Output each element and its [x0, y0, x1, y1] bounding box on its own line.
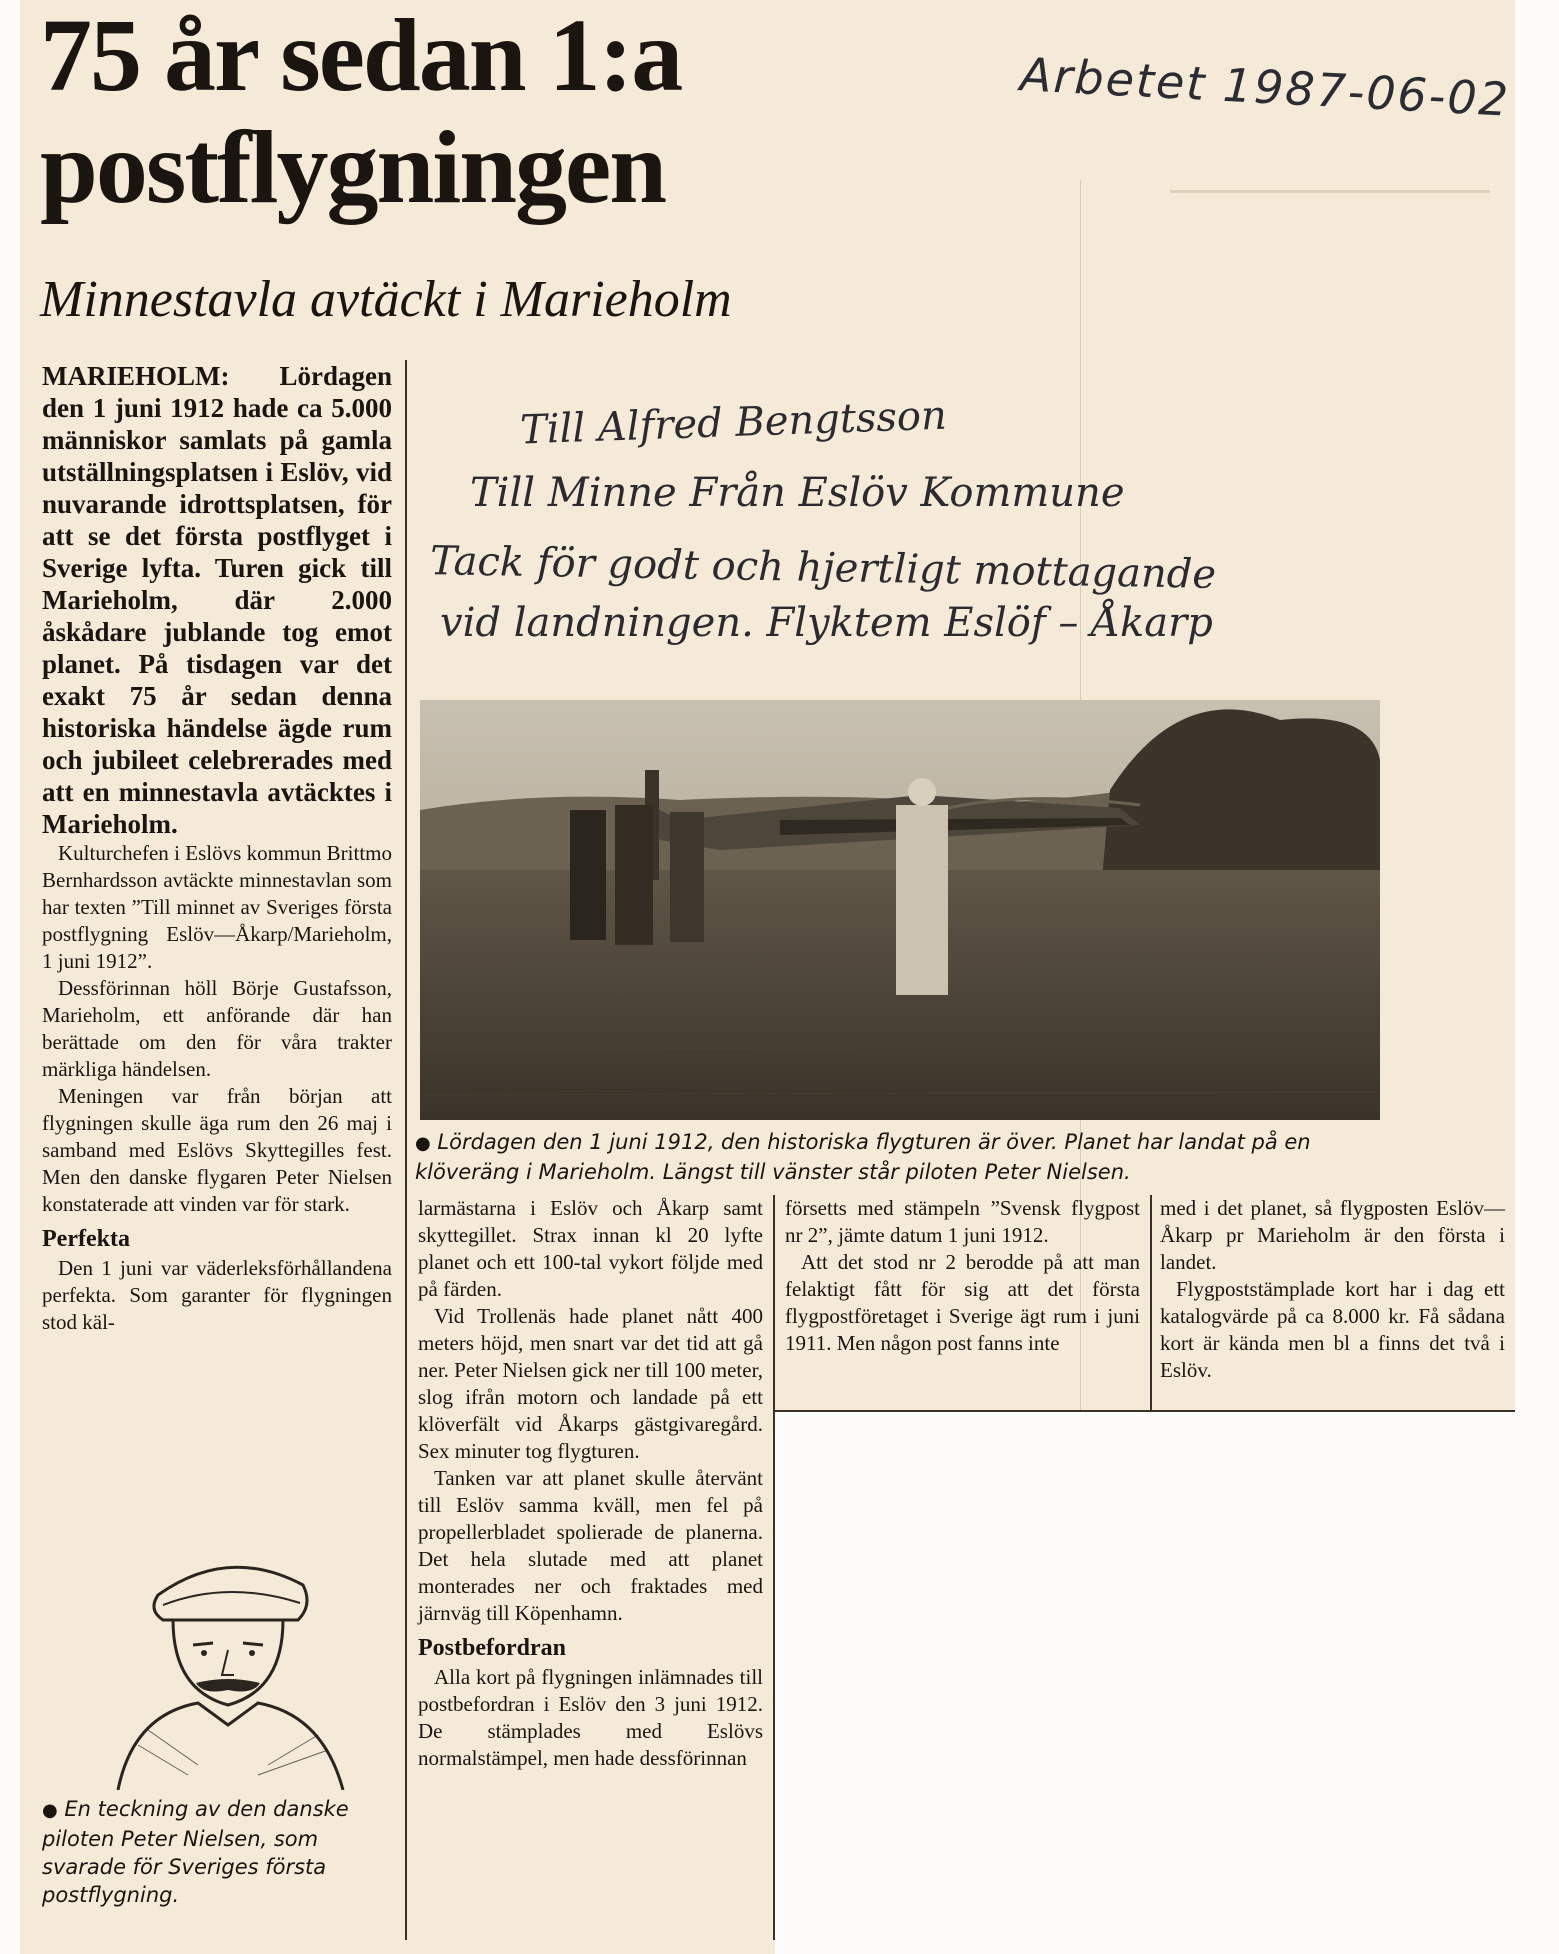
col2-paragraph-3: Tanken var att planet skulle återvänt till Eslöv samma kväll, men fel på propellerbladet spolierade de planerna. Det hela slutade med att planet monterades ner och fraktades med järnväg till Köpenhamn. — [418, 1466, 763, 1625]
clipping-cutout — [775, 1410, 1559, 1954]
col3-paragraph-2: Att det stod nr 2 berodde på att man felaktigt fått för sig att det första flygpostföretaget i Sverige ägt rum i juni 1911. Men någon post fanns inte — [785, 1250, 1140, 1355]
column-rule-3 — [1150, 1195, 1152, 1410]
pilot-sketch-portrait — [78, 1525, 383, 1790]
col2-paragraph-1: larmästarna i Eslöv och Åkarp samt skyttegillet. Strax innan kl 20 lyfte planet och ett 100-tal vykort följde med på färden. — [418, 1196, 763, 1301]
col1-paragraph-4: Den 1 juni var väderleksförhållandena perfekta. Som garanter för flygningen stod käl- — [42, 1256, 392, 1334]
col1-paragraph-3: Meningen var från början att flygningen skulle äga rum den 26 maj i samband med Eslövs Skyttegilles fest. Men den danske flygaren Peter Nielsen konstaterade att vinden var för stark. — [42, 1084, 392, 1216]
subheadline: Minnestavla avtäckt i Marieholm — [40, 271, 732, 328]
col3-paragraph-1: försetts med stämpeln ”Svensk flygpost nr 2”, jämte datum 1 juni 1912. — [785, 1196, 1140, 1247]
col1-paragraph-1: Kulturchefen i Eslövs kommun Brittmo Bernhardsson avtäckte minnestavlan som har texten ”Till minnet av Sveriges första postflygning Eslöv—Åkarp/Marieholm, 1 juni 1912”. — [42, 841, 392, 973]
col1-paragraph-2: Dessförinnan höll Börje Gustafsson, Marieholm, ett anförande där han berättade om den för våra trakter märkliga händelsen. — [42, 976, 392, 1081]
bleed-rule — [1170, 190, 1490, 193]
column-2 — [418, 1195, 763, 1772]
sketch-caption-text: En teckning av den danske piloten Peter Nielsen, som svarade för Sveriges första postflygning. — [42, 1797, 349, 1907]
sketch-caption — [42, 1795, 382, 1909]
photo-illustration — [420, 700, 1380, 1120]
photo-caption-text: Lördagen den 1 juni 1912, den historiska flygturen är över. Planet har landat på en klöveräng i Marieholm. Längst till vänster står piloten Peter Nielsen. — [415, 1130, 1311, 1184]
column-rule-2 — [773, 1195, 775, 1940]
photo-caption — [415, 1128, 1415, 1186]
caption-bullet: ● — [415, 1133, 431, 1154]
handwriting-line-2: Till Minne Från Eslöv Kommune — [470, 470, 1125, 516]
col2-paragraph-4: Alla kort på flygningen inlämnades till postbefordran i Eslöv den 3 juni 1912. De stämplades med Eslövs normalstämpel, men hade dessförinnan — [418, 1665, 763, 1770]
column-rule-1 — [405, 360, 407, 1940]
col4-paragraph-1: med i det planet, så flygposten Eslöv—Åkarp pr Marieholm är den första i landet. — [1160, 1196, 1505, 1274]
column-3 — [785, 1195, 1140, 1357]
subhead-postbefordran: Postbefordran — [418, 1635, 566, 1661]
handwriting-line-1: Till Alfred Bengtsson — [519, 392, 948, 454]
subhead-perfekta: Perfekta — [42, 1226, 130, 1252]
headline: 75 år sedan 1:a postflygningen — [40, 0, 682, 225]
clipping-edge-rule — [775, 1410, 1515, 1412]
sketch-caption-bullet: ● — [42, 1800, 58, 1821]
historic-airplane-photo — [420, 700, 1380, 1120]
handwritten-date-annotation: Arbetet 1987-06-02 — [1018, 47, 1512, 127]
column-1 — [42, 360, 392, 1336]
lead-paragraph: MARIEHOLM: Lördagen den 1 juni 1912 hade ca 5.000 människor samlats på gamla utställningsplatsen i Eslöv, vid nuvarande idrottsplatsen, för att se det första postflyget i Sverige lyfta. Turen gick till Marieholm, där 2.000 åskådare jublande tog emot planet. På tisdagen var det exakt 75 år sedan denna historiska händelse ägde rum och jubileet celebrerades med att en minnestavla avtäcktes i Marieholm. — [42, 361, 392, 839]
col2-paragraph-2: Vid Trollenäs hade planet nått 400 meters höjd, men snart var det tid att gå ner. Peter Nielsen gick ner till 100 meter, slog ifrån motorn och landade på ett klöverfält vid Åkarps gästgivaregård. Sex minuter tog flygturen. — [418, 1304, 763, 1463]
handwriting-line-3: Tack för godt och hjertligt mottagande — [429, 538, 1217, 598]
column-4 — [1160, 1195, 1505, 1384]
handwriting-line-4: vid landningen. Flyktem Eslöf – Åkarp — [440, 600, 1213, 646]
col4-paragraph-2: Flygpoststämplade kort har i dag ett katalogvärde på ca 8.000 kr. Få sådana kort är kända men bl a finns det två i Eslöv. — [1160, 1277, 1505, 1382]
